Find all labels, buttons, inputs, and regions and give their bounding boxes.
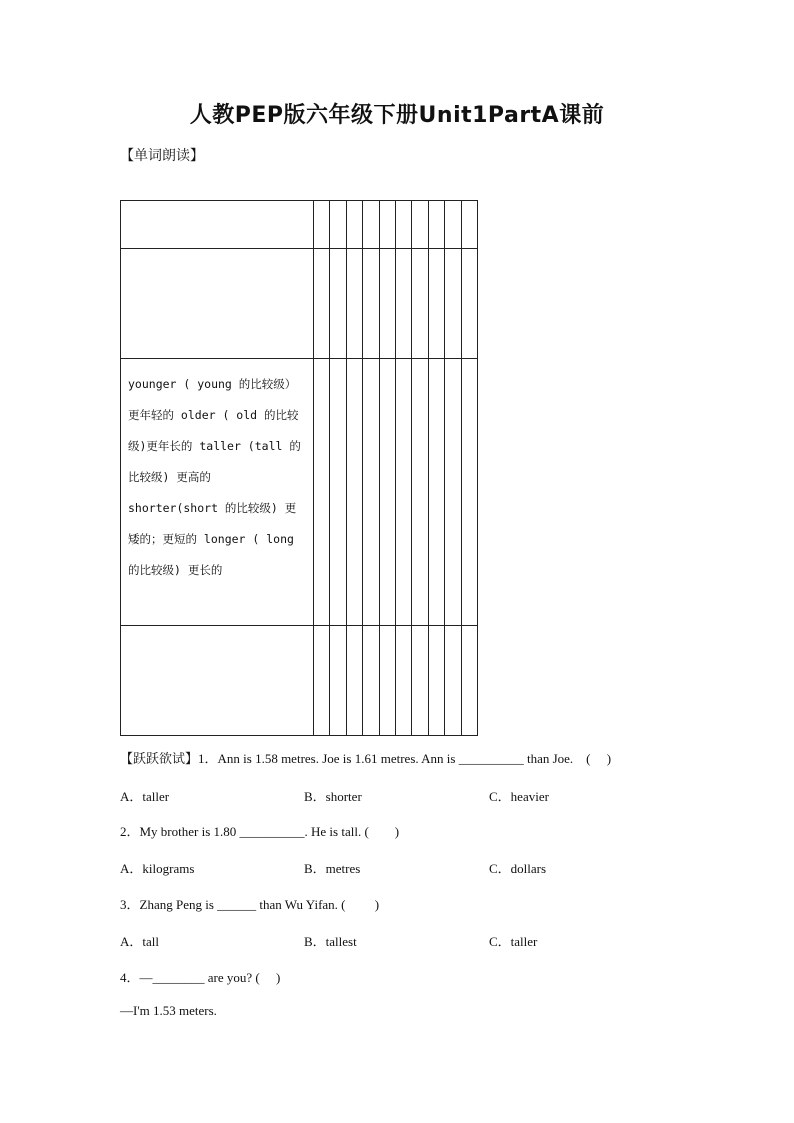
table-cell (395, 249, 411, 359)
table-cell (330, 201, 346, 249)
table-cell (363, 359, 379, 626)
table-cell (412, 359, 428, 626)
option-b: B．metres (304, 861, 361, 876)
table-cell (121, 249, 314, 359)
table-cell (314, 201, 330, 249)
option-b: B．shorter (304, 789, 362, 804)
table-cell (363, 249, 379, 359)
table-row (121, 249, 478, 359)
table-cell (428, 201, 444, 249)
table-cell (121, 626, 314, 736)
table-cell (121, 201, 314, 249)
vocab-table (120, 200, 478, 736)
table-row (121, 359, 478, 626)
table-cell (412, 201, 428, 249)
question-1 (120, 748, 611, 767)
table-cell (346, 626, 362, 736)
table-cell (428, 359, 444, 626)
table-cell (445, 249, 461, 359)
table-cell (363, 626, 379, 736)
table-cell (445, 201, 461, 249)
table-cell (461, 249, 477, 359)
table-row (121, 201, 478, 249)
option-a: A．taller (120, 789, 170, 804)
option-a: A．kilograms (120, 861, 195, 876)
table-cell (445, 359, 461, 626)
table-cell (314, 249, 330, 359)
question-3: 3．Zhang Peng is ______ than Wu Yifan. ( ) (120, 897, 380, 912)
option-c: C．dollars (489, 861, 547, 876)
section-word-reading: 【单词朗读】 (120, 148, 204, 164)
table-cell (346, 249, 362, 359)
page-title: 人教PEP版六年级下册Unit1PartA课前 (189, 103, 605, 128)
table-cell (461, 201, 477, 249)
table-cell (379, 201, 395, 249)
table-cell (428, 626, 444, 736)
table-cell (363, 201, 379, 249)
question-4: 4．—________ are you? ( ) (120, 970, 281, 985)
table-cell (461, 359, 477, 626)
option-b: B．tallest (304, 934, 357, 949)
table-cell (346, 201, 362, 249)
option-a: A．tall (120, 934, 159, 949)
table-cell (346, 359, 362, 626)
table-cell (330, 249, 346, 359)
table-cell (395, 359, 411, 626)
vocab-cell (121, 359, 314, 626)
table-cell (395, 201, 411, 249)
table-cell (314, 359, 330, 626)
table-cell (330, 359, 346, 626)
vocab-words: younger ( young 的比较级）更年轻的 older ( old 的比较级)更年长的 taller (tall 的比较级) 更高的 shorter(short 的比较级) 更矮的；更短的 longer ( long 的比较级) 更长的 (128, 377, 301, 577)
table-cell (445, 626, 461, 736)
table-cell (412, 626, 428, 736)
table-cell (412, 249, 428, 359)
table-row (121, 626, 478, 736)
table-cell (428, 249, 444, 359)
table-cell (379, 249, 395, 359)
question-text: 1．Ann is 1.58 metres. Joe is 1.61 metres. Ann is __________ than Joe. ( ) (198, 751, 612, 766)
table-cell (461, 626, 477, 736)
table-cell (379, 359, 395, 626)
table-cell (395, 626, 411, 736)
option-c: C．taller (489, 934, 538, 949)
question-2: 2．My brother is 1.80 __________. He is tall. ( ) (120, 824, 400, 839)
table-cell (379, 626, 395, 736)
answer-line: —I'm 1.53 meters. (120, 1003, 217, 1018)
table-cell (330, 626, 346, 736)
practice-label: 【跃跃欲试】 (120, 752, 199, 767)
option-c: C．heavier (489, 789, 549, 804)
table-cell (314, 626, 330, 736)
